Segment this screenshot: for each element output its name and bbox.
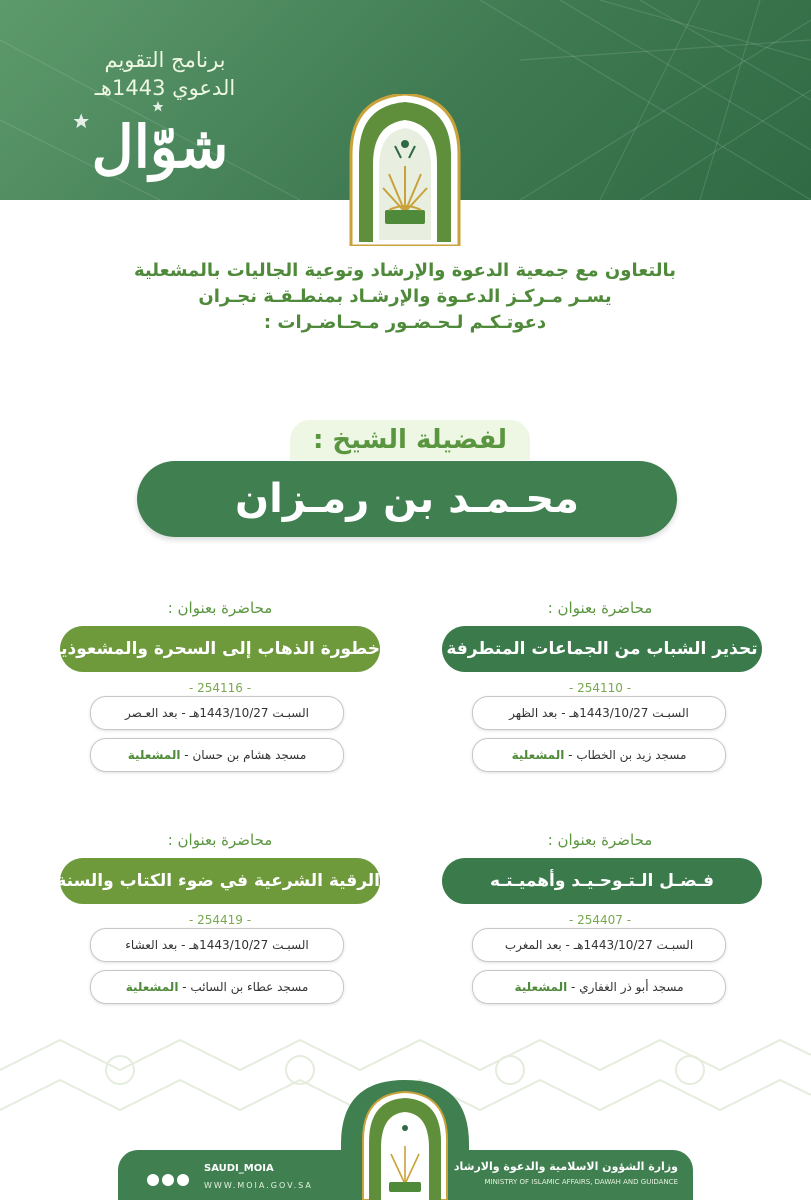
lecture-title: تحذير الشباب من الجماعات المتطرفة xyxy=(442,626,762,672)
ministry-name-en: MINISTRY OF ISLAMIC AFFAIRS, DAWAH AND GUIDANCE xyxy=(484,1178,678,1186)
lecture-title: الرقية الشرعية في ضوء الكتاب والسنة xyxy=(60,858,380,904)
ministry-logo-icon xyxy=(343,94,467,246)
lecture-code: - 254419 - xyxy=(188,913,252,927)
twitter-icon[interactable] xyxy=(147,1174,159,1186)
facebook-icon[interactable] xyxy=(177,1174,189,1186)
lecture-time: بعد العشاء xyxy=(125,938,178,952)
lecture-datetime: السبـت 1443/10/27هـ - بعد العشاء xyxy=(90,928,344,962)
lecture-district: المشعلية xyxy=(514,980,568,994)
lecture-location: مسجد أبو ذر الغفاري - المشعلية xyxy=(472,970,726,1004)
intro-line2: يسـر مـركـز الدعـوة والإرشـاد بمنطـقـة نجـران xyxy=(198,286,612,307)
instagram-icon[interactable] xyxy=(162,1174,174,1186)
program-title xyxy=(40,46,290,102)
lecture-mosque: مسجد أبو ذر الغفاري xyxy=(579,980,684,994)
lecture-heading: محاضرة بعنوان : xyxy=(167,599,273,617)
lecture-card-4 xyxy=(50,830,390,1010)
lecture-code: - 254116 - xyxy=(188,681,252,695)
lecture-district: المشعلية xyxy=(125,980,179,994)
ministry-logo-icon xyxy=(341,1080,469,1200)
lecture-mosque: مسجد هشام بن حسان xyxy=(192,748,307,762)
lecture-location: مسجد هشام بن حسان - المشعلية xyxy=(90,738,344,772)
lecture-district: المشعلية xyxy=(127,748,181,762)
lecture-mosque: مسجد عطاء بن السائب xyxy=(190,980,309,994)
lecture-date: السبـت 1443/10/27هـ xyxy=(189,938,309,952)
lecture-datetime: السبـت 1443/10/27هـ - بعد المغرب xyxy=(472,928,726,962)
lecture-district: المشعلية xyxy=(511,748,565,762)
lecture-code: - 254407 - xyxy=(568,913,632,927)
social-icons xyxy=(147,1171,195,1185)
lecture-title: خطورة الذهاب إلى السحرة والمشعوذين xyxy=(60,626,380,672)
program-title-line2: الدعوي 1443هـ xyxy=(94,76,236,100)
ministry-name-ar: وزارة الشؤون الاسلامية والدعوة والارشاد xyxy=(453,1160,678,1173)
intro-line1: بالتعاون مع جمعية الدعوة والإرشاد وتوعية الجاليات بالمشعلية xyxy=(133,260,677,281)
sheikh-name: محـمـد بن رمـزان الهـاجـري xyxy=(137,461,677,537)
lecture-datetime: السبـت 1443/10/27هـ - بعد العـصر xyxy=(90,696,344,730)
lecture-card-2 xyxy=(45,598,390,778)
lecture-heading: محاضرة بعنوان : xyxy=(167,831,273,849)
lecture-datetime: السبـت 1443/10/27هـ - بعد الظهر xyxy=(472,696,726,730)
lecture-card-3 xyxy=(430,830,770,1010)
website-link[interactable]: WWW.MOIA.GOV.SA xyxy=(204,1181,313,1190)
lecture-card-1 xyxy=(430,598,770,778)
lecture-time: بعد الظهر xyxy=(509,706,558,720)
lecture-location: مسجد زيد بن الخطاب - المشعلية xyxy=(472,738,726,772)
lecture-location: مسجد عطاء بن السائب - المشعلية xyxy=(90,970,344,1004)
sheikh-label: لفضيلة الشيخ : xyxy=(290,420,530,460)
lecture-title: فـضـل الـتـوحـيـد وأهميـتـه xyxy=(442,858,762,904)
intro-text xyxy=(80,258,730,336)
lecture-mosque: مسجد زيد بن الخطاب xyxy=(576,748,687,762)
program-title-line1: برنامج التقويم xyxy=(104,48,226,72)
lecture-date: السبـت 1443/10/27هـ xyxy=(573,938,694,952)
month-title: شوّال xyxy=(91,113,229,181)
lecture-date: السبـت 1443/10/27هـ xyxy=(189,706,309,720)
lecture-code: - 254110 - xyxy=(568,681,632,695)
social-handle[interactable]: SAUDI_MOIA xyxy=(204,1163,274,1174)
intro-line3: دعوتـكـم لـحـضـور مـحـاضـرات : xyxy=(263,312,547,333)
lecture-heading: محاضرة بعنوان : xyxy=(547,831,653,849)
lecture-time: بعد العـصر xyxy=(125,706,178,720)
lecture-heading: محاضرة بعنوان : xyxy=(547,599,653,617)
lecture-time: بعد المغرب xyxy=(504,938,562,952)
lecture-date: السبـت 1443/10/27هـ xyxy=(569,706,689,720)
